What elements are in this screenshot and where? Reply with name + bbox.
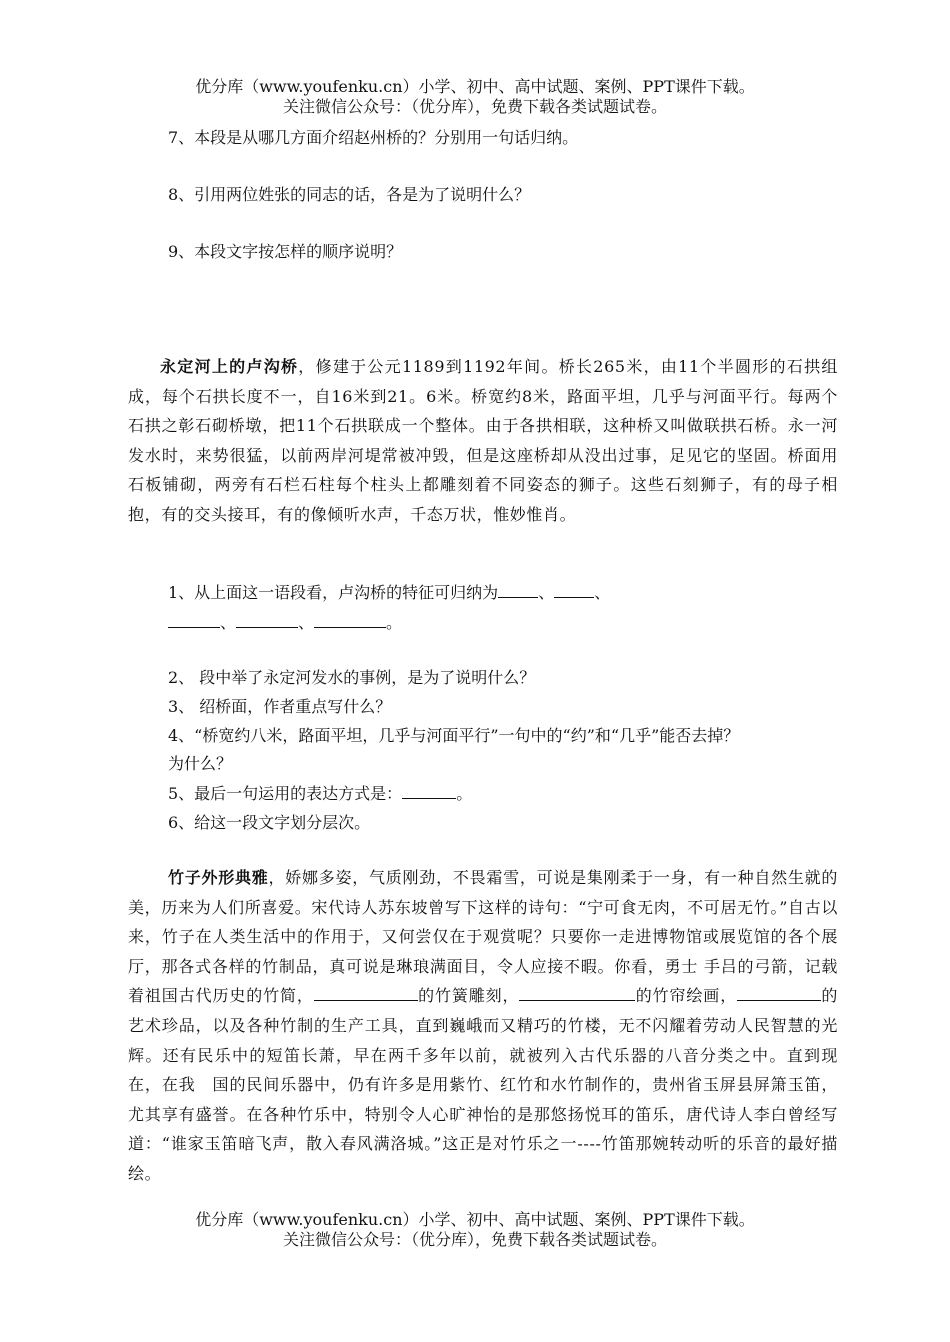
- question-9: 9、本段文字按怎样的顺序说明？: [168, 242, 403, 261]
- question-2-1-continued: [168, 612, 402, 634]
- passage-lead-title: 竹子外形典雅: [168, 868, 269, 887]
- footer-line-2: 关注微信公众号：（优分库），免费下载各类试题试卷。: [282, 1230, 667, 1249]
- question-2-5: [168, 783, 472, 805]
- question-2-3: 3、 绍桥面，作者重点写什么？: [168, 697, 392, 716]
- separator: 、: [538, 583, 555, 602]
- answer-blank[interactable]: [402, 784, 456, 799]
- answer-blank[interactable]: [314, 986, 418, 1001]
- answer-blank[interactable]: [554, 583, 594, 598]
- footer-line-1: 优分库（www.youfenku.cn）小学、初中、高中试题、案例、PPT课件下载。: [195, 1210, 755, 1229]
- question-2-2: 2、 段中举了永定河发水的事例，是为了说明什么？: [168, 668, 536, 687]
- answer-blank[interactable]: [168, 613, 220, 628]
- separator: 、: [298, 613, 315, 632]
- answer-blank[interactable]: [737, 986, 821, 1001]
- question-text: 1、从上面这一语段看，卢沟桥的特征可归纳为: [168, 583, 499, 602]
- period: 。: [456, 784, 473, 803]
- passage-text: 的竹帘绘画，: [635, 986, 738, 1006]
- question-2-1: [168, 582, 610, 604]
- header-line-1: 优分库（www.youfenku.cn）小学、初中、高中试题、案例、PPT课件下载。: [195, 77, 755, 96]
- separator: 、: [220, 613, 237, 632]
- passage-text: 的竹簧雕刻，: [417, 986, 520, 1006]
- page-header: [0, 77, 950, 117]
- question-2-4-continued: 为什么？: [168, 754, 233, 773]
- passage-body: ，修建于公元1189到1192年间。桥长265米，由11个半圆形的石拱组成，每个石拱长度不一，自16米到21。6米。桥宽约8米，路面平坦，几乎与河面平行。每两个石拱之彰石砌桥墩，把11个石拱联成一个整体。由于各拱相联，这种桥又叫做联拱石桥。永一河发水时，来势很猛，以前两岸河堤常被冲毁，但是这座桥却从没出过事，足见它的坚固。桥面用石板铺砌，两旁有石栏石柱每个柱头上都雕刻着不同姿态的狮子。这些石刻狮子，有的母子相抱，有的交头接耳，有的像倾听水声，千态万状，惟妙惟肖。: [128, 357, 838, 524]
- answer-blank[interactable]: [519, 986, 635, 1001]
- passage-text: ，娇娜多姿，气质刚劲，不畏霜雪，可说是集刚柔于一身，有一种自然生就的美，历来为人们所喜爱。宋代诗人苏东坡曾写下这样的诗句：“宁可食无肉，不可居无竹。”自古以来，竹子在人类生活中的作用于，又何尝仅在于观赏呢？只要你一走进博物馆或展览馆的各个展厅，那各式各样的竹制品，真可说是琳琅满面目，令人应接不暇。你看，勇士 手吕的弓箭，记载着祖国古代历史的竹简，: [128, 868, 838, 1006]
- lugou-bridge-passage: [128, 352, 838, 530]
- bamboo-passage: [128, 863, 838, 1189]
- question-2-6: 6、给这一段文字划分层次。: [168, 813, 371, 832]
- question-text: 5、最后一句运用的表达方式是：: [168, 784, 403, 803]
- question-7: 7、本段是从哪几方面介绍赵州桥的？分别用一句话归纳。: [168, 128, 579, 147]
- answer-blank[interactable]: [498, 583, 538, 598]
- question-8: 8、引用两位姓张的同志的话，各是为了说明什么？: [168, 185, 531, 204]
- question-2-4: 4、“桥宽约八米，路面平坦，几乎与河面平行”一句中的“约”和“几乎”能否去掉？: [168, 726, 740, 745]
- page-footer: [0, 1210, 950, 1250]
- period: 。: [386, 613, 403, 632]
- passage-text: 的艺术珍品，以及各种竹制的生产工具，直到巍峨而又精巧的竹楼，无不闪耀着劳动人民智慧的光辉。还有民乐中的短笛长萧，早在两千多年以前，就被列入古代乐器的八音分类之中。直到现在，在我 国的民间乐器中，仍有许多是用紫竹、红竹和水竹制作的，贵州省玉屏县屏箫玉笛，尤其享有盛誉。在各种竹乐中，特别令人心旷神怡的是那悠扬悦耳的笛乐，唐代诗人李白曾经写道：“谁家玉笛暗飞声，散入春风满洛城。”这正是对竹乐之一----竹笛那婉转动听的乐音的最好描绘。: [128, 986, 838, 1183]
- answer-blank[interactable]: [236, 613, 298, 628]
- passage-lead-title: 永定河上的卢沟桥: [160, 357, 299, 376]
- separator: 、: [594, 583, 611, 602]
- header-line-2: 关注微信公众号：（优分库），免费下载各类试题试卷。: [282, 97, 667, 116]
- answer-blank[interactable]: [314, 613, 386, 628]
